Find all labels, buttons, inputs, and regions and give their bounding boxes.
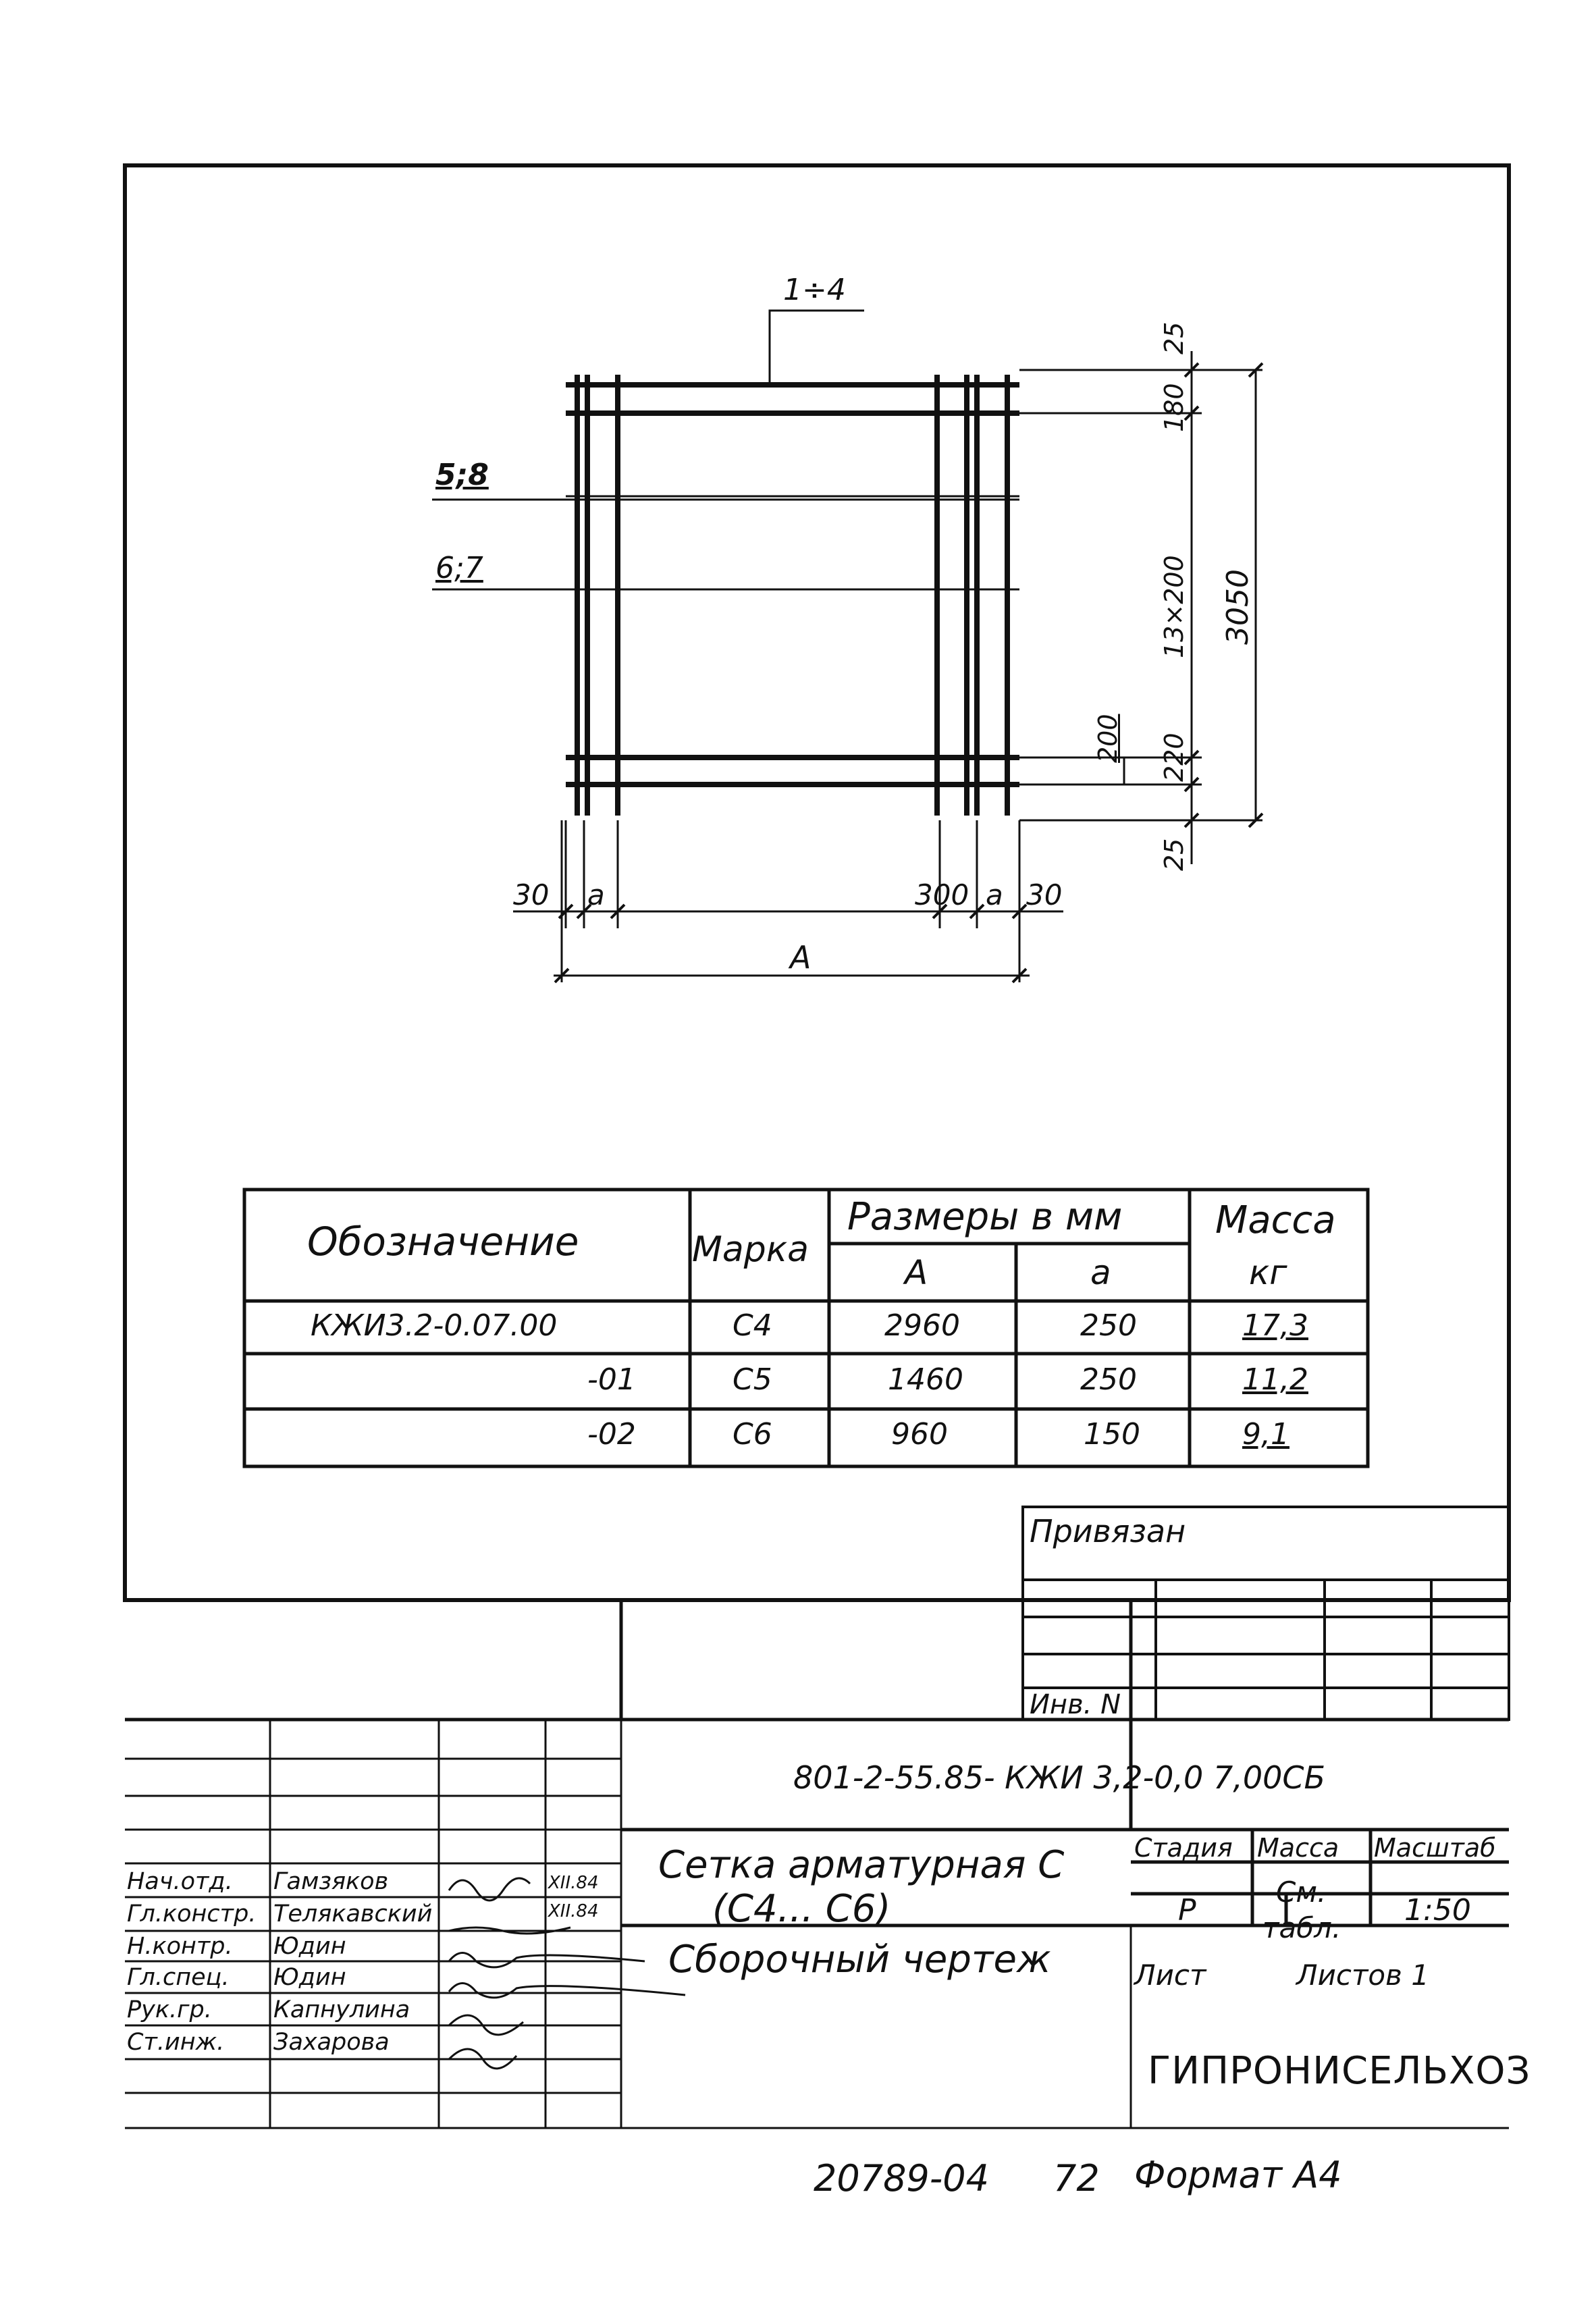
mesh-transverse-bars — [577, 375, 1007, 816]
table-row-2-mass: 11,2 — [1242, 1362, 1308, 1397]
sign-date-2: XII.84 — [548, 1901, 599, 1921]
document-name-line3: Сборочный чертеж — [668, 1938, 1051, 1982]
mass-value-line1: См. — [1276, 1876, 1327, 1909]
sheet-label: Лист — [1134, 1959, 1206, 1992]
dim-300: 300 — [915, 878, 969, 911]
scale-value: 1:50 — [1404, 1893, 1471, 1928]
document-name-line2: (С4... С6) — [712, 1887, 891, 1931]
footer-number: 20789-04 — [814, 2157, 989, 2200]
document-name-line1: Сетка арматурная С — [658, 1843, 1065, 1887]
table-row-1-designation: КЖИ3.2-0.07.00 — [311, 1308, 558, 1343]
sign-role-3: Н.контр. — [127, 1933, 233, 1960]
sign-name-5: Капнулина — [273, 1996, 410, 2023]
callout-5-8: 5;8 — [435, 458, 489, 492]
table-row-3-A: 960 — [891, 1417, 948, 1452]
mass-label: Масса — [1257, 1833, 1339, 1863]
table-header-designation: Обозначение — [307, 1219, 579, 1265]
table-row-1-mass: 17,3 — [1242, 1308, 1308, 1343]
footer-page: 72 — [1053, 2157, 1100, 2200]
dim-30-right: 30 — [1026, 878, 1063, 911]
organization-name: ГИПРОНИСЕЛЬХОЗ — [1148, 2049, 1531, 2093]
sign-name-6: Захарова — [273, 2029, 390, 2056]
dim-220: 220 — [1159, 733, 1189, 782]
sign-date-1: XII.84 — [548, 1873, 599, 1893]
sign-role-6: Ст.инж. — [127, 2029, 225, 2056]
table-header-sizes: Размеры в мм — [847, 1195, 1123, 1239]
mesh-longitudinal-bars — [566, 385, 1019, 785]
leader-lines — [432, 311, 1019, 589]
stage-value: Р — [1178, 1893, 1196, 1928]
table-row-3-mass: 9,1 — [1242, 1417, 1289, 1452]
table-row-3-designation: -02 — [587, 1417, 636, 1452]
table-header-a: a — [1090, 1253, 1111, 1292]
attach-inv: Инв. N — [1030, 1689, 1121, 1720]
callout-6-7: 6;7 — [435, 551, 483, 585]
table-row-2-mark: С5 — [733, 1362, 772, 1397]
sign-role-2: Гл.констр. — [127, 1900, 257, 1928]
callout-1-4: 1÷4 — [783, 273, 846, 307]
sign-name-1: Гамзяков — [273, 1868, 389, 1895]
sheets-label: Листов 1 — [1296, 1959, 1429, 1992]
mass-value-line2: табл. — [1262, 1911, 1341, 1944]
attach-title: Привязан — [1030, 1513, 1186, 1549]
table-row-2-a: 250 — [1080, 1362, 1137, 1397]
table-header-mass: Масса — [1215, 1198, 1336, 1242]
table-row-1-mark: С4 — [733, 1308, 772, 1343]
table-header-mass-unit: кг — [1249, 1253, 1287, 1292]
table-row-3-mark: С6 — [733, 1417, 772, 1452]
table-header-mark: Марка — [692, 1229, 809, 1270]
dim-30-left: 30 — [513, 878, 550, 911]
sign-name-3: Юдин — [273, 1933, 346, 1960]
stage-label: Стадия — [1134, 1833, 1233, 1863]
dimension-ticks — [555, 363, 1262, 982]
sign-role-4: Гл.спец. — [127, 1964, 230, 1991]
dim-180: 180 — [1159, 383, 1189, 432]
dim-a-left: a — [587, 878, 605, 911]
dim-13x200: 13×200 — [1159, 555, 1189, 658]
mesh-middle-bars — [566, 496, 1019, 589]
sign-role-1: Нач.отд. — [127, 1868, 233, 1895]
dim-A-total: A — [790, 939, 812, 976]
dim-3050: 3050 — [1221, 569, 1255, 645]
table-row-1-a: 250 — [1080, 1308, 1137, 1343]
sign-name-2: Телякавский — [273, 1900, 433, 1928]
sign-role-5: Рук.гр. — [127, 1996, 212, 2023]
dim-25-bottom: 25 — [1159, 838, 1189, 871]
sign-name-4: Юдин — [273, 1964, 346, 1991]
table-row-2-designation: -01 — [587, 1362, 636, 1397]
dim-25-top: 25 — [1159, 321, 1189, 354]
dim-a-right: a — [986, 878, 1003, 911]
table-row-1-A: 2960 — [884, 1308, 960, 1343]
footer-format: Формат А4 — [1134, 2154, 1342, 2196]
dim-200: 200 — [1093, 714, 1123, 763]
document-code: 801-2-55.85- КЖИ 3,2-0,0 7,00СБ — [793, 1759, 1326, 1796]
table-header-A: A — [905, 1253, 928, 1292]
table-row-2-A: 1460 — [888, 1362, 963, 1397]
table-row-3-a: 150 — [1084, 1417, 1140, 1452]
scale-label: Масштаб — [1374, 1833, 1496, 1863]
